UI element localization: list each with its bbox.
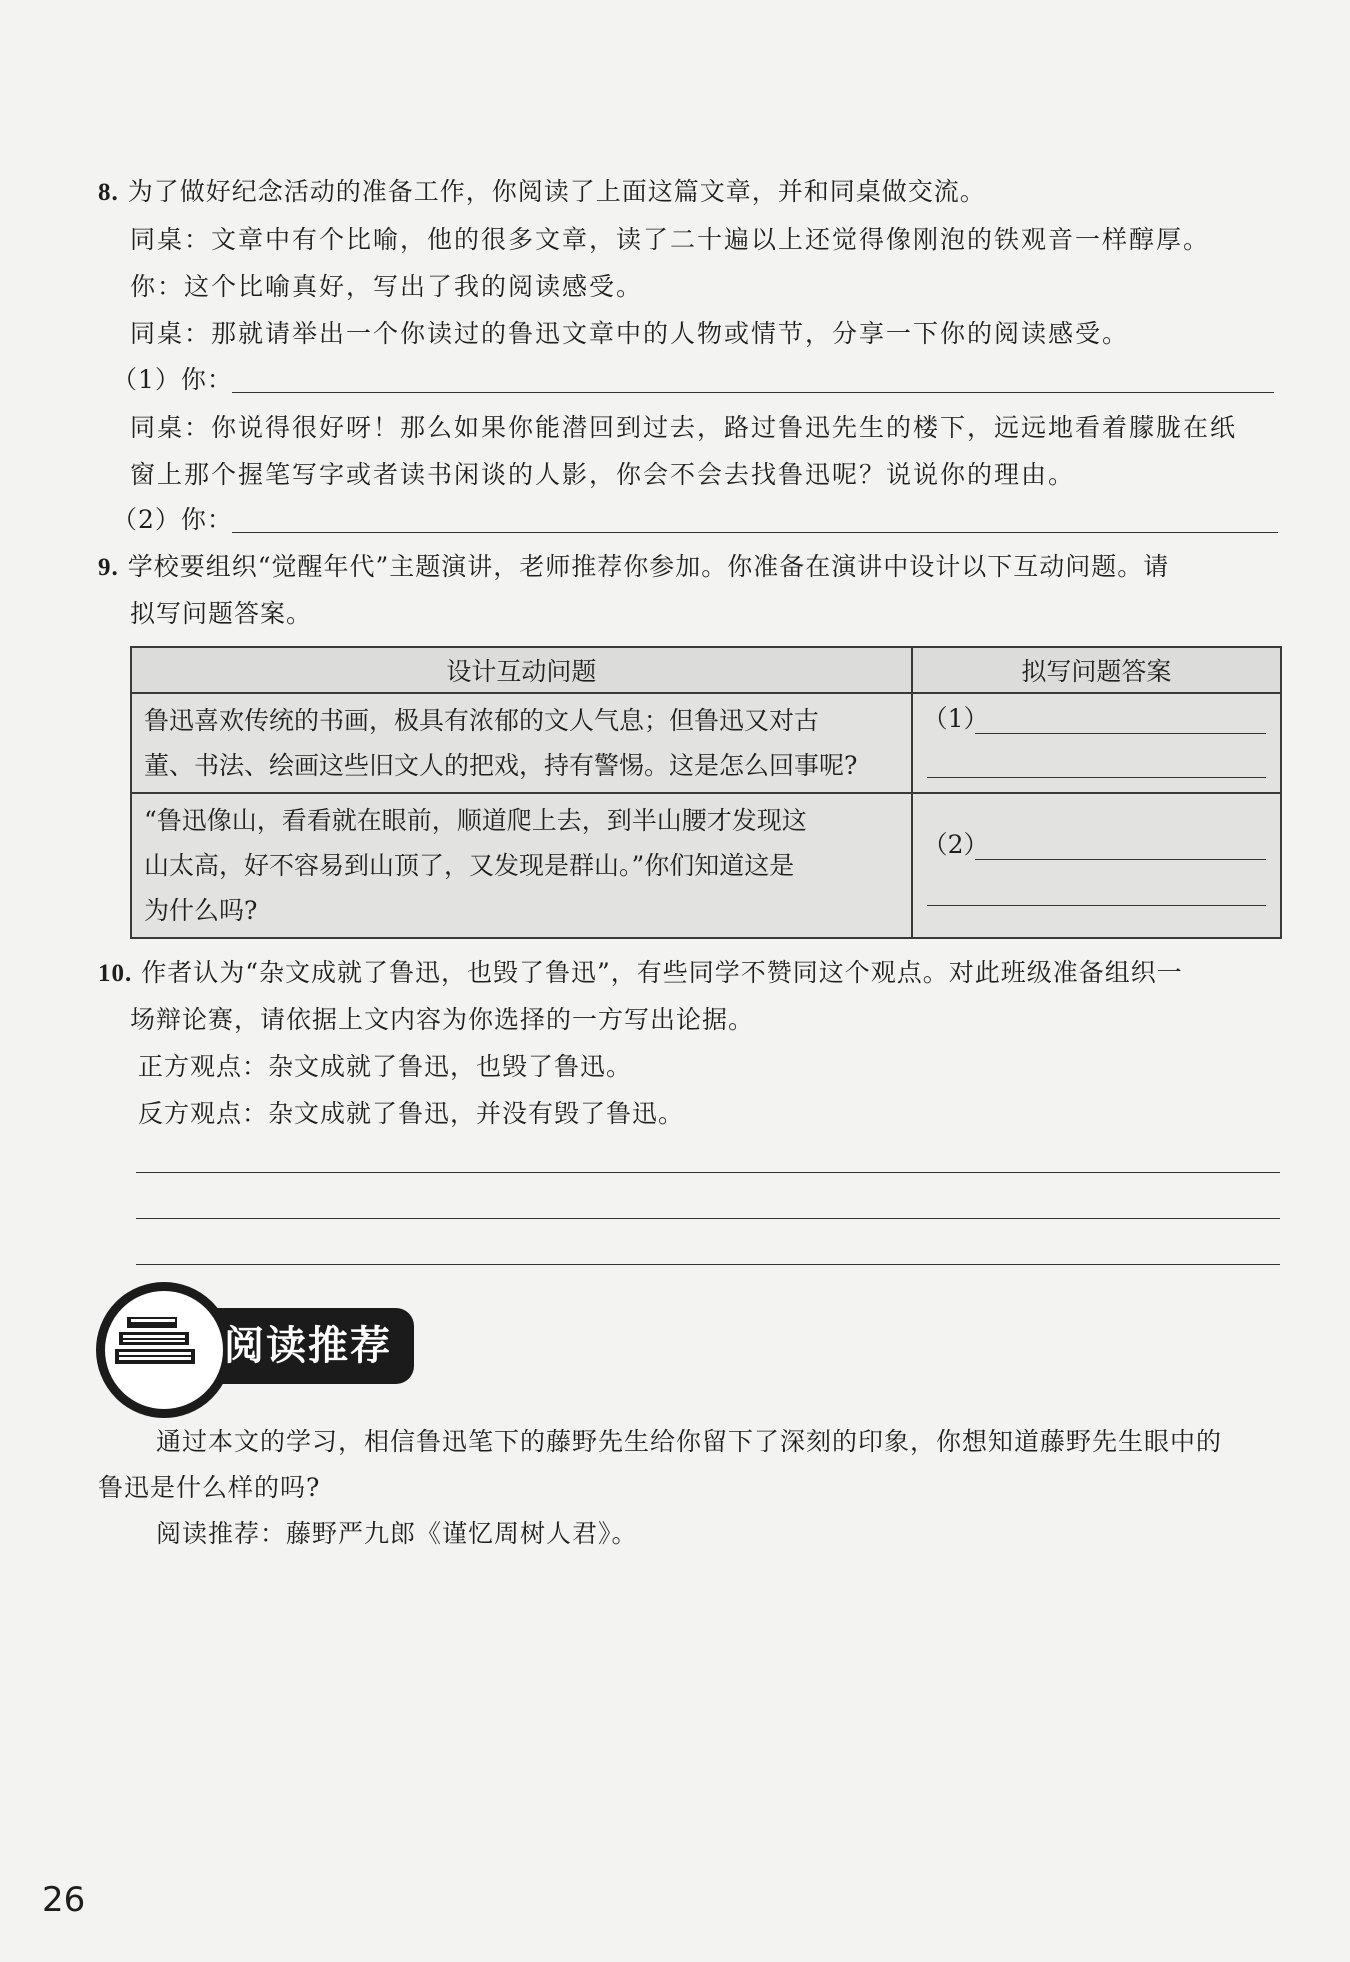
answer-1-row <box>913 695 1280 743</box>
badge-title: 阅读推荐 <box>224 1323 392 1369</box>
question-cell-2 <box>131 793 912 938</box>
q10-stem-b: 场辩论赛，请依据上文内容为你选择的一方写出论据。 <box>130 1005 755 1034</box>
answer-2-label: （2） <box>922 829 989 859</box>
q8-answer-1-label: （1）你： <box>112 365 233 394</box>
answer-cell-2 <box>912 793 1281 938</box>
q8-dialogue-3: 同桌：那就请举出一个你读过的鲁迅文章中的人物或情节，分享一下你的阅读感受。 <box>130 319 1130 348</box>
page-number: 26 <box>42 1880 86 1920</box>
q9-number: 9. <box>98 554 119 581</box>
books-icon <box>96 1282 232 1418</box>
q8-answer-1-line[interactable] <box>232 392 1274 393</box>
question-2-line-c: 为什么吗? <box>144 896 258 925</box>
q9-stem-line-a <box>98 547 1169 588</box>
answer-1-line[interactable] <box>975 733 1266 734</box>
q10-stem-line-a <box>98 953 1183 994</box>
q10-con-view: 反方观点：杂文成就了鲁迅，并没有毁了鲁迅。 <box>138 1099 685 1128</box>
q10-pro-view: 正方观点：杂文成就了鲁迅，也毁了鲁迅。 <box>138 1052 633 1081</box>
recommend-book: 阅读推荐：藤野严九郎《谨忆周树人君》。 <box>156 1519 638 1548</box>
header-answer: 拟写问题答案 <box>912 647 1281 693</box>
q8-dialogue-4b: 窗上那个握笔写字或者读书闲谈的人影，你会不会去找鲁迅呢？说说你的理由。 <box>130 460 1076 489</box>
table-row <box>131 793 1281 938</box>
q8-dialogue-4a: 同桌：你说得很好呀！那么如果你能潜回到过去，路过鲁迅先生的楼下，远远地看着朦胧在纸 <box>130 413 1238 442</box>
question-1-line-a: 鲁迅喜欢传统的书画，极具有浓郁的文人气息；但鲁迅又对古 <box>144 706 820 735</box>
q10-number: 10. <box>98 960 133 987</box>
q9-stem-a: 学校要组织“觉醒年代”主题演讲，老师推荐你参加。你准备在演讲中设计以下互动问题。请 <box>127 552 1170 581</box>
question-2-line-b: 山太高，好不容易到山顶了，又发现是群山。”你们知道这是 <box>144 851 795 880</box>
answer-1-line-2[interactable] <box>927 777 1266 778</box>
recommend-paragraph-a: 通过本文的学习，相信鲁迅笔下的藤野先生给你留下了深刻的印象，你想知道藤野先生眼中的 <box>156 1427 1223 1456</box>
q8-number: 8. <box>98 179 119 206</box>
answer-2-row <box>913 813 1280 871</box>
q8-stem-line <box>98 172 986 213</box>
answer-2-line-2[interactable] <box>927 905 1266 906</box>
q9-table <box>130 646 1282 939</box>
answer-1-row-2 <box>913 743 1280 791</box>
recommend-paragraph-b: 鲁迅是什么样的吗? <box>98 1473 321 1502</box>
question-1-line-b: 董、书法、绘画这些旧文人的把戏，持有警惕。这是怎么回事呢? <box>144 751 858 780</box>
header-question: 设计互动问题 <box>131 647 912 693</box>
q8-stem: 为了做好纪念活动的准备工作，你阅读了上面这篇文章，并和同桌做交流。 <box>127 177 986 206</box>
table-row <box>131 693 1281 793</box>
reading-recommend-badge <box>96 1282 416 1412</box>
answer-cell-1 <box>912 693 1281 793</box>
q8-answer-2-label: （2）你： <box>112 505 233 534</box>
q8-dialogue-2: 你：这个比喻真好，写出了我的阅读感受。 <box>130 272 644 301</box>
q10-answer-line-1[interactable] <box>136 1172 1280 1173</box>
q10-stem-a: 作者认为“杂文成就了鲁迅，也毁了鲁迅”，有些同学不赞同这个观点。对此班级准备组织一 <box>141 958 1183 987</box>
q9-stem-b: 拟写问题答案。 <box>130 599 313 628</box>
q9-table-header <box>131 647 1281 693</box>
answer-2-line[interactable] <box>975 859 1266 860</box>
question-cell-1 <box>131 693 912 793</box>
answer-2-row-2 <box>913 871 1280 919</box>
q10-answer-line-2[interactable] <box>136 1218 1280 1219</box>
q8-answer-2-line[interactable] <box>232 532 1278 533</box>
question-2-line-a: “鲁迅像山，看看就在眼前，顺道爬上去，到半山腰才发现这 <box>144 806 807 835</box>
q10-answer-line-3[interactable] <box>136 1264 1280 1265</box>
answer-1-label: （1） <box>922 704 989 733</box>
q8-dialogue-1: 同桌：文章中有个比喻，他的很多文章，读了二十遍以上还觉得像刚泡的铁观音一样醇厚。 <box>130 225 1211 254</box>
